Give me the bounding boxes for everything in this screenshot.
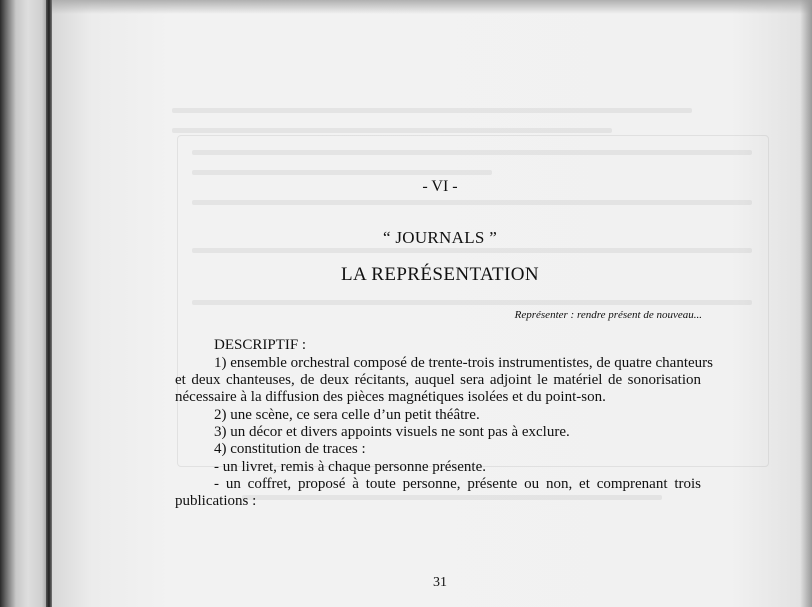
bleed-through-line: [172, 128, 612, 133]
epigraph: Représenter : rendre présent de nouveau...: [514, 309, 702, 321]
paragraph-line: 4) constitution de traces :: [214, 441, 366, 457]
paragraph-line: 1) ensemble orchestral composé de trente-trois instrumentistes, de quatre chanteurs: [214, 355, 713, 371]
page-shadow: [52, 0, 812, 14]
page-number: 31: [433, 575, 447, 590]
bleed-through-line: [172, 108, 692, 113]
paragraph-line: nécessaire à la diffusion des pièces magnétiques isolées et du point-son.: [175, 389, 606, 405]
bleed-through-line: [192, 300, 752, 305]
paragraph-line: 2) une scène, ce sera celle d’un petit théâtre.: [214, 407, 480, 423]
paragraph-line: publications :: [175, 493, 257, 509]
bleed-through-line: [192, 200, 752, 205]
bleed-through-line: [192, 150, 752, 155]
paragraph-line: et deux chanteuses, de deux récitants, auquel sera adjoint le matériel de sonorisation: [175, 372, 701, 388]
bleed-through-line: [192, 170, 492, 175]
descriptif-heading: DESCRIPTIF :: [214, 337, 307, 353]
page-edge-shadow: [800, 0, 812, 607]
paragraph-line: 3) un décor et divers appoints visuels ne sont pas à exclure.: [214, 424, 570, 440]
paragraph-line: - un coffret, proposé à toute personne, présente ou non, et comprenant trois: [214, 476, 701, 492]
paragraph-line: - un livret, remis à chaque personne présente.: [214, 459, 486, 475]
section-number: - VI -: [422, 178, 458, 195]
section-subtitle: LA REPRÉSENTATION: [341, 264, 539, 285]
section-title: “ JOURNALS ”: [382, 228, 498, 247]
bleed-through-line: [192, 248, 752, 253]
book-page: [52, 0, 812, 607]
facing-page-edge: [0, 0, 48, 607]
